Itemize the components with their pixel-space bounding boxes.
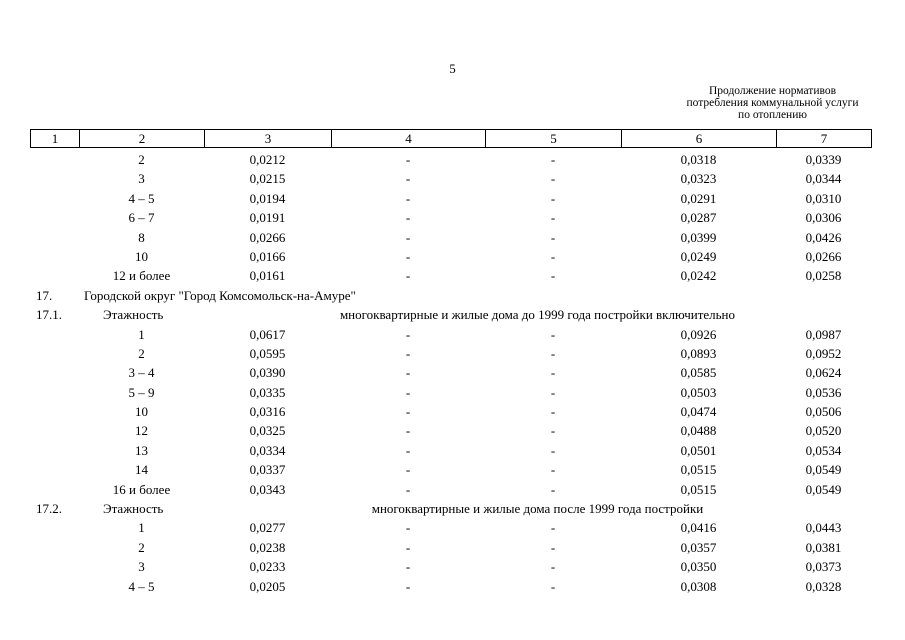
col3-value: 0,0215 <box>249 171 286 187</box>
continuation-line-3: по отоплению <box>738 109 807 121</box>
table-row <box>30 189 871 208</box>
subsection-row <box>30 305 871 324</box>
table-row <box>30 363 871 382</box>
col4-value: - <box>405 248 411 264</box>
col4-value: - <box>405 229 411 245</box>
col7-value: 0,0534 <box>805 442 842 458</box>
floors-cell: 1 <box>138 326 145 342</box>
table-row <box>30 383 871 402</box>
col4-value: - <box>405 171 411 187</box>
col6-value: 0,0323 <box>680 171 717 187</box>
continuation-line-2: потребления коммунальной услуги <box>686 97 859 109</box>
continuation-title <box>660 85 885 121</box>
col6-value: 0,0287 <box>680 210 717 226</box>
floors-cell: 10 <box>135 248 148 264</box>
col5-value: - <box>550 152 556 167</box>
col3-value: 0,0334 <box>249 442 286 458</box>
col5-value: - <box>550 559 556 575</box>
table-row <box>30 421 871 440</box>
floors-cell: 16 и более <box>112 481 171 497</box>
col7-value: 0,0549 <box>805 462 842 478</box>
col3-value: 0,0617 <box>249 326 286 342</box>
col7-value: 0,0266 <box>805 248 842 264</box>
col5-value: - <box>550 578 556 594</box>
floors-cell: 4 – 5 <box>128 190 155 206</box>
col6-value: 0,0399 <box>680 229 717 245</box>
col3-value: 0,0277 <box>249 520 286 536</box>
table-row <box>30 208 871 227</box>
table-row <box>30 538 871 557</box>
col6-value: 0,0926 <box>680 326 717 342</box>
floors-cell: 3 – 4 <box>128 365 155 381</box>
col3-value: 0,0205 <box>249 578 286 594</box>
table-row <box>30 577 871 596</box>
floors-cell: 14 <box>135 462 148 478</box>
col6-value: 0,0416 <box>680 520 717 536</box>
col4-value: - <box>405 559 411 575</box>
col3-value: 0,0337 <box>249 462 286 478</box>
col6-value: 0,0503 <box>680 384 717 400</box>
col5-value: - <box>550 190 556 206</box>
col7-value: 0,0373 <box>805 559 842 575</box>
col6-value: 0,0893 <box>680 345 717 361</box>
col6-value: 0,0291 <box>680 190 717 206</box>
col6-value: 0,0501 <box>680 442 717 458</box>
section-title: Городской округ "Город Комсомольск-на-Амуре" <box>84 287 356 303</box>
col4-value: - <box>405 190 411 206</box>
col4-value: - <box>405 462 411 478</box>
header-row <box>31 130 872 148</box>
subsection-label: Этажность <box>103 501 164 517</box>
col4-value: - <box>405 210 411 226</box>
col4-value: - <box>405 442 411 458</box>
floors-cell: 12 <box>135 423 148 439</box>
col6-value: 0,0585 <box>680 365 717 381</box>
header-col-1: 1 <box>31 130 80 148</box>
table-row <box>30 325 871 344</box>
floors-cell: 8 <box>138 229 145 245</box>
table-row <box>30 402 871 421</box>
col5-value: - <box>550 520 556 536</box>
col4-value: - <box>405 345 411 361</box>
col3-value: 0,0335 <box>249 384 286 400</box>
table-row <box>30 460 871 479</box>
col5-value: - <box>550 326 556 342</box>
col3-value: 0,0161 <box>249 268 286 284</box>
page-number: 5 <box>449 61 456 76</box>
col7-value: 0,0624 <box>805 365 842 381</box>
col5-value: - <box>550 210 556 226</box>
col7-value: 0,0344 <box>805 171 842 187</box>
table-row <box>30 266 871 285</box>
col4-value: - <box>405 326 411 342</box>
col6-value: 0,0515 <box>680 462 717 478</box>
floors-cell: 5 – 9 <box>128 384 155 400</box>
col3-value: 0,0390 <box>249 365 286 381</box>
col3-value: 0,0238 <box>249 539 286 555</box>
subsection-number: 17.1. <box>36 307 62 323</box>
col5-value: - <box>550 229 556 245</box>
col3-value: 0,0166 <box>249 248 286 264</box>
col7-value: 0,0549 <box>805 481 842 497</box>
continuation-line-1: Продолжение нормативов <box>708 85 837 97</box>
header-col-6: 6 <box>622 130 777 148</box>
col4-value: - <box>405 578 411 594</box>
col7-value: 0,0520 <box>805 423 842 439</box>
col6-value: 0,0242 <box>680 268 717 284</box>
col3-value: 0,0595 <box>249 345 286 361</box>
col6-value: 0,0350 <box>680 559 717 575</box>
col7-value: 0,0310 <box>805 190 842 206</box>
table-row <box>30 557 871 576</box>
floors-cell: 2 <box>138 345 145 361</box>
section-number: 17. <box>36 287 53 303</box>
col5-value: - <box>550 442 556 458</box>
col4-value: - <box>405 365 411 381</box>
column-number-header <box>30 129 872 148</box>
table-row <box>30 150 871 169</box>
header-col-3: 3 <box>205 130 332 148</box>
col3-value: 0,0343 <box>249 481 286 497</box>
col3-value: 0,0316 <box>249 404 286 420</box>
floors-cell: 3 <box>138 171 145 187</box>
col6-value: 0,0318 <box>680 152 717 167</box>
floors-cell: 2 <box>138 152 145 167</box>
col5-value: - <box>550 462 556 478</box>
col5-value: - <box>550 248 556 264</box>
col3-value: 0,0266 <box>249 229 286 245</box>
col7-value: 0,0952 <box>805 345 842 361</box>
header-col-4: 4 <box>332 130 486 148</box>
col6-value: 0,0357 <box>680 539 717 555</box>
section-row <box>30 286 871 305</box>
col4-value: - <box>405 152 411 167</box>
col5-value: - <box>550 539 556 555</box>
col6-value: 0,0474 <box>680 404 717 420</box>
floors-cell: 4 – 5 <box>128 578 155 594</box>
table-row <box>30 344 871 363</box>
col5-value: - <box>550 404 556 420</box>
col5-value: - <box>550 268 556 284</box>
col4-value: - <box>405 404 411 420</box>
subsection-label: Этажность <box>103 307 164 323</box>
header-col-5: 5 <box>486 130 622 148</box>
col7-value: 0,0339 <box>805 152 842 167</box>
col5-value: - <box>550 171 556 187</box>
col7-value: 0,0306 <box>805 210 842 226</box>
col5-value: - <box>550 365 556 381</box>
subsection-number: 17.2. <box>36 501 62 517</box>
table-row <box>30 247 871 266</box>
col4-value: - <box>405 520 411 536</box>
col4-value: - <box>405 268 411 284</box>
col3-value: 0,0212 <box>249 152 286 167</box>
subsection-row <box>30 499 871 518</box>
table-row <box>30 480 871 499</box>
floors-cell: 2 <box>138 539 145 555</box>
floors-cell: 13 <box>135 442 148 458</box>
floors-cell: 10 <box>135 404 148 420</box>
header-col-7: 7 <box>777 130 872 148</box>
table-row <box>30 518 871 537</box>
subsection-description: многоквартирные и жилые дома после 1999 года постройки <box>371 501 704 517</box>
col4-value: - <box>405 423 411 439</box>
col4-value: - <box>405 539 411 555</box>
table-row <box>30 169 871 188</box>
col7-value: 0,0506 <box>805 404 842 420</box>
col5-value: - <box>550 345 556 361</box>
col7-value: 0,0381 <box>805 539 842 555</box>
col5-value: - <box>550 481 556 497</box>
col3-value: 0,0194 <box>249 190 286 206</box>
header-col-2: 2 <box>80 130 205 148</box>
col3-value: 0,0233 <box>249 559 286 575</box>
col4-value: - <box>405 481 411 497</box>
col6-value: 0,0488 <box>680 423 717 439</box>
table-row <box>30 441 871 460</box>
subsection-description: многоквартирные и жилые дома до 1999 года постройки включительно <box>339 307 736 323</box>
col6-value: 0,0249 <box>680 248 717 264</box>
col3-value: 0,0191 <box>249 210 286 226</box>
floors-cell: 3 <box>138 559 145 575</box>
floors-cell: 6 – 7 <box>128 210 155 226</box>
col7-value: 0,0987 <box>805 326 842 342</box>
table-row <box>30 228 871 247</box>
floors-cell: 12 и более <box>112 268 171 284</box>
col5-value: - <box>550 423 556 439</box>
col6-value: 0,0515 <box>680 481 717 497</box>
col7-value: 0,0258 <box>805 268 842 284</box>
col4-value: - <box>405 384 411 400</box>
col7-value: 0,0328 <box>805 578 842 594</box>
col7-value: 0,0536 <box>805 384 842 400</box>
floors-cell: 1 <box>138 520 145 536</box>
col3-value: 0,0325 <box>249 423 286 439</box>
col7-value: 0,0443 <box>805 520 842 536</box>
col6-value: 0,0308 <box>680 578 717 594</box>
col7-value: 0,0426 <box>805 229 842 245</box>
col5-value: - <box>550 384 556 400</box>
norms-table-body <box>30 150 871 596</box>
